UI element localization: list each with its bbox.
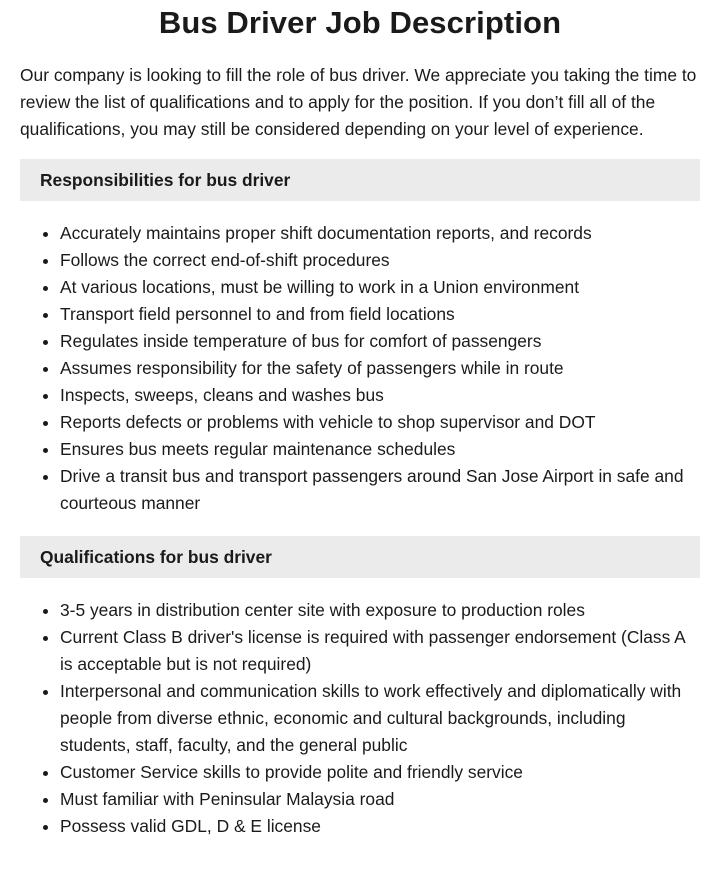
list-item: • Accurately maintains proper shift documentation reports, and records (60, 220, 700, 247)
list-item: • Assumes responsibility for the safety of passengers while in route (60, 355, 700, 382)
qualifications-heading: Qualifications for bus driver (20, 536, 700, 578)
list-item: • Drive a transit bus and transport passengers around San Jose Airport in safe and courteous manner (60, 463, 700, 517)
list-item: • Inspects, sweeps, cleans and washes bus (60, 382, 700, 409)
responsibilities-list (20, 220, 700, 517)
page-title: Bus Driver Job Description (158, 5, 562, 40)
list-item: • Customer Service skills to provide polite and friendly service (60, 759, 700, 786)
list-item: • Ensures bus meets regular maintenance schedules (60, 436, 700, 463)
list-item: • Regulates inside temperature of bus for comfort of passengers (60, 328, 700, 355)
list-item: • Interpersonal and communication skills to work effectively and diplomatically with people from diverse ethnic, economic and cultural backgrounds, including students, staff, faculty, and the general public (60, 678, 700, 759)
list-item: • At various locations, must be willing to work in a Union environment (60, 274, 700, 301)
qualifications-list (20, 597, 700, 840)
list-item: • Must familiar with Peninsular Malaysia road (60, 786, 700, 813)
list-item: • Possess valid GDL, D & E license (60, 813, 700, 840)
intro-paragraph: Our company is looking to fill the role of bus driver. We appreciate you taking the time to review the list of qualifications and to apply for the position. If you don’t fill all of the qualifications, you may still be considered depending on your level of experience. (20, 65, 697, 139)
list-item: • Transport field personnel to and from field locations (60, 301, 700, 328)
list-item: • Current Class B driver's license is required with passenger endorsement (Class A is acceptable but is not required) (60, 624, 700, 678)
list-item: • Reports defects or problems with vehicle to shop supervisor and DOT (60, 409, 700, 436)
list-item: • Follows the correct end-of-shift procedures (60, 247, 700, 274)
responsibilities-heading: Responsibilities for bus driver (20, 159, 700, 201)
list-item: • 3-5 years in distribution center site with exposure to production roles (60, 597, 700, 624)
